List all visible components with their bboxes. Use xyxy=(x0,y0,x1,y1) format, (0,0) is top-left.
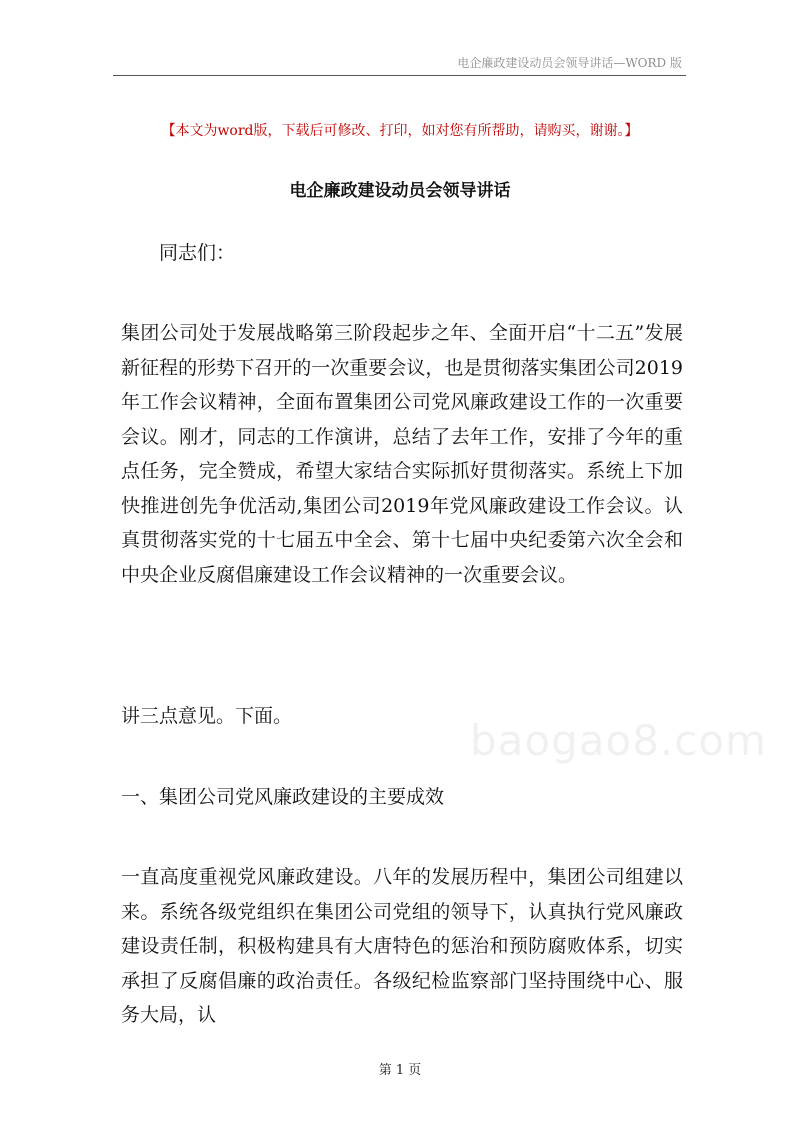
running-header: 电企廉政建设动员会领导讲话—WORD 版 xyxy=(457,56,682,70)
section-heading-1: 一、集团公司党风廉政建设的主要成效 xyxy=(121,786,445,808)
header-divider xyxy=(113,75,686,76)
page-number: 第 1 页 xyxy=(378,1063,422,1078)
paragraph-achievements: 一直高度重视党风廉政建设。八年的发展历程中，集团公司组建以来。系统各级党组织在集团公司党组的领导下，认真执行党风廉政建设责任制，积极构建具有大唐特色的惩治和预防腐败体系，切实承担了反腐倡廉的政治责任。各级纪检监察部门坚持围绕中心、服务大局，认 xyxy=(121,866,683,1026)
purchase-notice: 【本文为word版，下载后可修改、打印，如对您有所帮助，请购买，谢谢。】 xyxy=(161,123,639,139)
paragraph-three-points: 讲三点意见。下面。 xyxy=(121,705,293,727)
greeting: 同志们： xyxy=(159,242,236,264)
watermark: baogao8.com xyxy=(470,716,767,765)
paragraph-intro: 集团公司处于发展战略第三阶段起步之年、全面开启“十二五”发展新征程的形势下召开的一次重要会议，也是贯彻落实集团公司2019年工作会议精神，全面布置集团公司党风廉政建设工作的一次重要会议。刚才，同志的工作演讲，总结了去年工作，安排了今年的重点任务，完全赞成，希望大家结合实际抓好贯彻落实。系统上下加快推进创先争优活动,集团公司2019年党风廉政建设工作会议。认真贯彻落实党的十七届五中全会、第十七届中央纪委第六次全会和中央企业反腐倡廉建设工作会议精神的一次重要会议。 xyxy=(121,322,683,586)
document-title: 电企廉政建设动员会领导讲话 xyxy=(289,181,511,201)
